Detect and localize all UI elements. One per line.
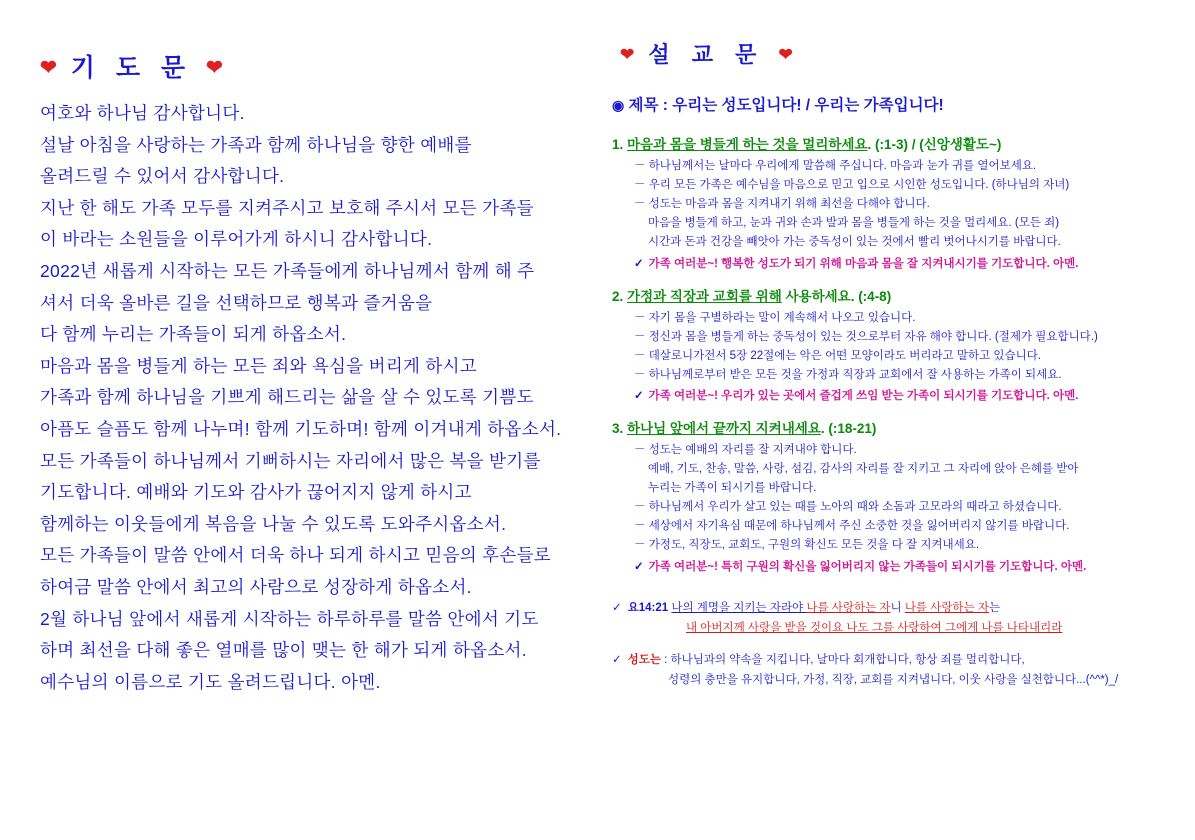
check-icon: ✓ [634,390,644,403]
sermon-point [612,285,1172,404]
prayer-line: 하여금 말씀 안에서 최고의 사람으로 성장하게 하옵소서. [40,576,472,597]
saints-label: 성도는 [627,653,661,666]
sermon-title-text: 설 교 문 [648,42,765,67]
sermon-subline: － 자기 몸을 구별하라는 말이 계속해서 나오고 있습니다. [634,311,916,324]
check-icon: ✓ [612,601,622,614]
sermon-point-heading [612,133,1172,153]
heart-icon: ❤ [778,45,793,64]
point-number: 1. [612,137,624,152]
point-head-mid: 병들게 하는 것을 멀리하세요 [699,137,868,152]
sermon-subline: － 세상에서 자기욕심 때문에 하나님께서 주신 소중한 것을 잃어버리지 않기를 바랍니다. [634,520,1070,533]
footer-line [612,672,1172,688]
scripture-part: 내 아버지께 사랑을 받을 것이요 [686,621,847,634]
prayer-line: 셔서 더욱 올바른 길을 선택하므로 행복과 즐거움을 [40,292,433,313]
sermon-point [612,417,1172,574]
sermon-subline: － 데살로니가전서 5장 22절에는 악은 어떤 모양이라도 버리라고 말하고 있습니다. [634,349,1042,362]
sermon-subline: － 성도는 마음과 몸을 지켜내기 위해 최선을 다해야 합니다. [634,198,930,211]
prayer-line: 기도합니다. 예배와 기도와 감사가 끊어지지 않게 하시고 [40,482,472,503]
prayer-title [40,48,560,84]
sermon-subline: － 하나님께서는 날마다 우리에게 말씀해 주십니다. 마음과 눈가 귀를 열어보세요. [634,160,1037,172]
saints-text: : 하나님과의 약속을 지킵니다, 날마다 회개합니다, 항상 죄를 멀리합니다, [664,653,1025,666]
point-head-post: . (:18-21) [820,421,877,437]
saints-text: 성령의 충만을 유지합니다, 가정, 직장, 교회를 지켜냅니다, 이웃 사랑을 실천합니다...(^^*)_/ [668,674,1119,687]
heart-icon: ❤ [40,57,57,79]
sermon-subline: 시간과 돈과 건강을 빼앗아 가는 중독성이 있는 것에서 빨리 벗어나시기를 바랍니다. [648,236,1061,249]
heart-icon: ❤ [620,45,635,64]
prayer-line: 모든 가족들이 하나님께서 기뻐하시는 자리에서 많은 복을 받기를 [40,450,541,471]
check-icon: ✓ [612,653,622,666]
prayer-line: 설날 아침을 사랑하는 가족과 함께 하나님을 향한 예배를 [40,134,472,155]
point-head-pre: 마음과 몸을 [627,137,700,152]
prayer-line: 예수님의 이름으로 기도 올려드립니다. 아멘. [40,671,381,692]
sermon-subline: 마음을 병들게 하고, 눈과 귀와 손과 발과 몸을 병들게 하는 것을 멀리세요. (모든 죄) [648,217,1060,230]
scripture-part: 나도 그를 사랑하여 [846,621,945,634]
sermon-subline: 예배, 기도, 찬송, 말씀, 사랑, 섬김, 감사의 자리를 잘 지키고 그 자리에 앉아 은혜를 받아 [648,463,1079,476]
prayer-line: 모든 가족들이 말씀 안에서 더욱 하나 되게 하시고 믿음의 후손들로 [40,545,551,566]
sermon-subline: 누리는 가족이 되시기를 바랍니다. [648,482,817,495]
prayer-line: 다 함께 누리는 가족들이 되게 하옵소서. [40,324,347,345]
sermon-subject [612,93,1172,115]
scripture-part: 나를 사랑하는 자 [806,601,891,614]
prayer-line: 올려드릴 수 있어서 감사합니다. [40,166,285,187]
scripture-part: 나의 계명을 지키는 자라야 [671,601,807,614]
sermon-prayer-line [612,387,1172,403]
point-head-mid: 하나님 앞에서 끝까지 지켜내세요 [627,421,821,437]
scripture-part: 나를 사랑하는 자 [904,601,989,614]
sermon-subline: － 하나님께로부터 받은 모든 것을 가정과 직장과 교회에서 잘 사용하는 가족이 되세요. [634,368,1062,381]
prayer-text: 가족 여러분~! 우리가 있는 곳에서 즐겁게 쓰임 받는 가족이 되시기를 기도합니다. 아멘. [648,390,1079,403]
prayer-line: 마음과 몸을 병들게 하는 모든 죄와 욕심을 버리게 하시고 [40,355,478,376]
sermon-prayer-line [612,558,1172,574]
prayer-line: 이 바라는 소원들을 이루어가게 하시니 감사합니다. [40,229,433,250]
footer-line [612,652,1172,668]
prayer-line: 2022년 새롭게 시작하는 모든 가족들에게 하나님께서 함께 해 주 [40,260,535,281]
sermon-subline: － 가정도, 직장도, 교회도, 구원의 확신도 모든 것을 다 잘 지켜내세요. [634,539,980,552]
sermon-point [612,133,1172,271]
scripture-part: 그에게 나를 나타내리라 [944,621,1063,634]
point-head-post: 사용하세요. (:4-8) [781,288,892,304]
prayer-line: 여호와 하나님 감사합니다. [40,103,245,123]
prayer-section [40,48,560,702]
scripture-part: 니 [890,601,905,614]
prayer-line: 함께하는 이웃들에게 복음을 나눌 수 있도록 도와주시옵소서. [40,513,507,534]
bullet-icon: ◉ [612,97,625,113]
point-number: 3. [612,421,624,437]
footer-line [612,620,1172,636]
point-number: 2. [612,288,624,304]
scripture-reference: 요14:21 [627,601,669,614]
sermon-section [612,38,1172,704]
sermon-point-heading [612,417,1172,437]
check-icon: ✓ [634,257,644,270]
sermon-footer [612,600,1172,688]
sermon-title [620,38,1172,69]
prayer-line: 아픔도 슬픔도 함께 나누며! 함께 기도하며! 함께 이겨내게 하옵소서. [40,418,562,439]
sermon-point-heading [612,285,1172,305]
footer-line [612,600,1172,616]
prayer-line: 하며 최선을 다해 좋은 열매를 많이 맺는 한 해가 되게 하옵소서. [40,640,527,661]
prayer-title-text: 기 도 문 [70,54,193,82]
point-head-mid: 가정과 직장과 교회를 위해 [627,288,782,304]
prayer-text: 가족 여러분~! 행복한 성도가 되기 위해 마음과 몸을 잘 지켜내시기를 기도합니다. 아멘. [648,257,1079,270]
footer-saints-block [612,652,1172,688]
prayer-line: 가족과 함께 하나님을 기쁘게 해드리는 삶을 살 수 있도록 기쁨도 [40,387,534,408]
sermon-subline: － 성도는 예배의 자리를 잘 지켜내야 합니다. [634,444,857,457]
heart-icon: ❤ [206,57,223,79]
prayer-body [40,102,560,694]
prayer-line: 2월 하나님 앞에서 새롭게 시작하는 하루하루를 말씀 안에서 기도 [40,608,539,629]
scripture-part: 는 [988,601,1001,614]
prayer-text: 가족 여러분~! 특히 구원의 확신을 잃어버리지 않는 가족들이 되시기를 기도합니다. 아멘. [648,560,1087,573]
sermon-subject-text: 제목 : 우리는 성도입니다! / 우리는 가족입니다! [628,97,944,114]
sermon-subline: － 우리 모든 가족은 예수님을 마음으로 믿고 입으로 시인한 성도입니다. (하나님의 자녀) [634,179,1070,192]
check-icon: ✓ [634,560,644,573]
prayer-line: 지난 한 해도 가족 모두를 지켜주시고 보호해 주시서 모든 가족들 [40,197,534,218]
sermon-subline: － 하나님께서 우리가 살고 있는 때를 노아의 때와 소돔과 고모라의 때라고 하셨습니다. [634,501,1062,514]
point-head-post: . (:1-3) / (신앙생활도~) [867,137,1002,152]
sermon-prayer-line [612,255,1172,271]
footer-scripture-block [612,600,1172,636]
sermon-subline: － 정신과 몸을 병들게 하는 중독성이 있는 것으로부터 자유 해야 합니다. (절제가 필요합니다.) [634,330,1098,343]
